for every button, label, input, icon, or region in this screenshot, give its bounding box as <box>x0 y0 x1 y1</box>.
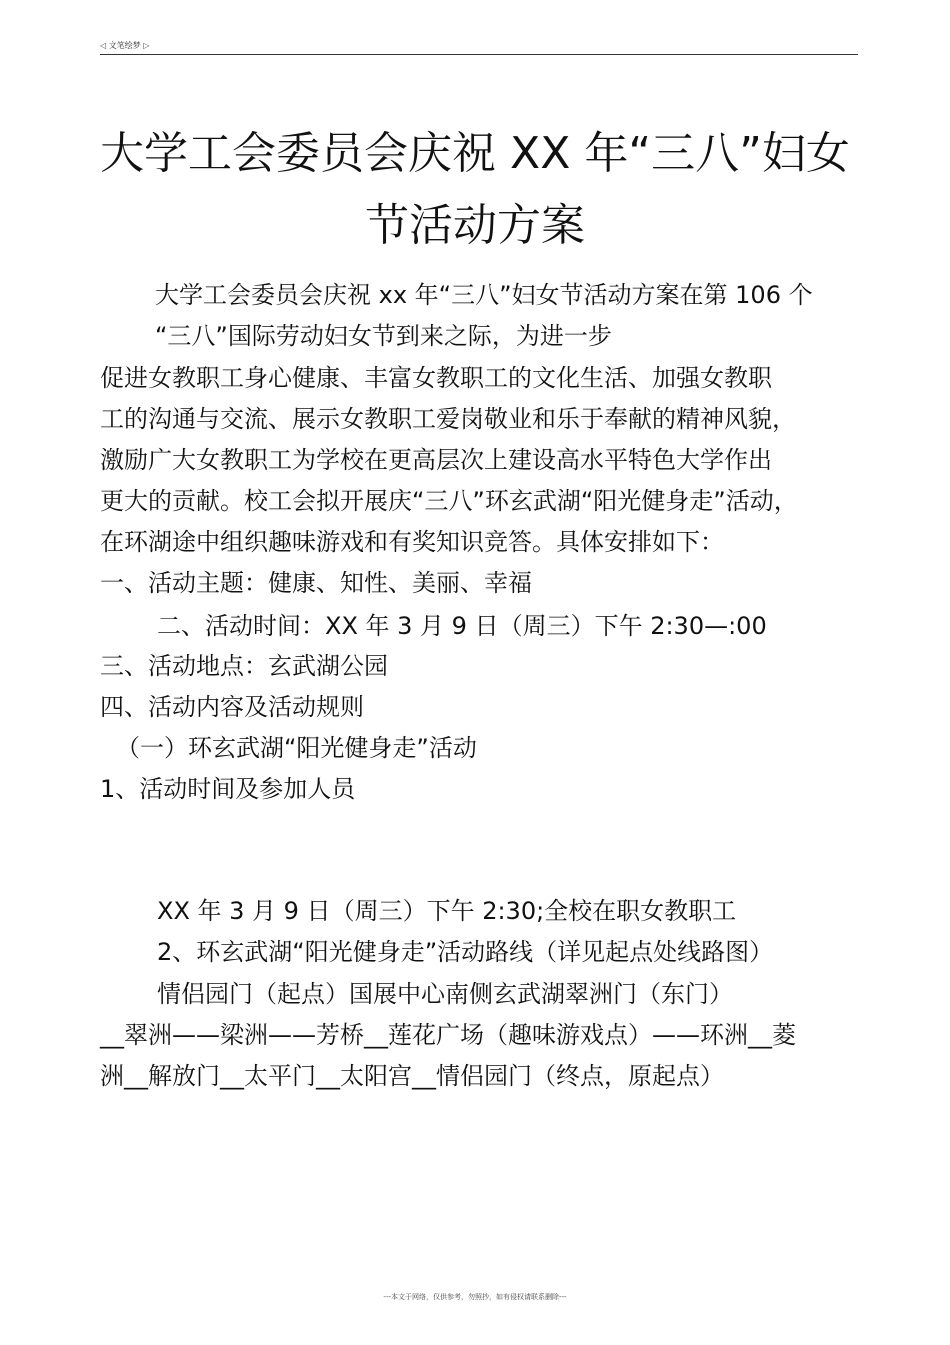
document-title-line-2: 节活动方案 <box>365 200 585 251</box>
intro-line-6: 更大的贡献。校工会拟开展庆“三八”环玄武湖“阳光健身走”活动， <box>100 487 798 515</box>
right-triangle-icon: ▷ <box>143 41 150 50</box>
intro-line-1: 大学工会委员会庆祝 xx 年“三八”妇女节活动方案在第 106 个 <box>155 281 813 309</box>
document-title-line-1: 大学工会委员会庆祝 XX 年“三八”妇女 <box>100 128 850 179</box>
intro-line-5: 激励广大女教职工为学校在更高层次上建设高水平特色大学作出 <box>100 446 772 474</box>
section-time: 二、活动时间：XX 年 3 月 9 日（周三）下午 2:30—:00 <box>157 612 767 640</box>
page-footer: ---本文于网络，仅供参考，勿照抄，如有侵权请联系删除--- <box>383 1293 567 1301</box>
time-participants-text: XX 年 3 月 9 日（周三）下午 2:30;全校在职女教职工 <box>157 897 737 925</box>
route-line-3: 洲__解放门__太平门__太阳宫__情侣园门（终点，原起点） <box>100 1062 724 1090</box>
intro-line-7: 在环湖途中组织趣味游戏和有奖知识竞答。具体安排如下： <box>100 528 724 556</box>
header-title: 文笔绘梦 <box>108 41 141 50</box>
header-label <box>100 40 149 51</box>
section-location: 三、活动地点：玄武湖公园 <box>100 652 388 680</box>
intro-line-3: 促进女教职工身心健康、丰富女教职工的文化生活、加强女教职 <box>100 364 772 392</box>
item-route: 2、环玄武湖“阳光健身走”活动路线（详见起点处线路图） <box>157 938 774 966</box>
subsection-walk: （一）环玄武湖“阳光健身走”活动 <box>116 734 477 762</box>
section-content: 四、活动内容及活动规则 <box>100 693 364 721</box>
section-theme: 一、活动主题：健康、知性、美丽、幸福 <box>100 569 532 597</box>
route-line-1: 情侣园门（起点）国展中心南侧玄武湖翠洲门（东门） <box>157 980 733 1008</box>
route-line-2: __翠洲——梁洲——芳桥__莲花广场（趣味游戏点）——环洲__菱 <box>100 1021 796 1049</box>
intro-line-4: 工的沟通与交流、展示女教职工爱岗敬业和乐于奉献的精神风貌， <box>100 405 796 433</box>
intro-line-2: “三八”国际劳动妇女节到来之际，为进一步 <box>155 322 612 350</box>
left-triangle-icon: ◁ <box>100 41 107 50</box>
item-time-participants: 1、活动时间及参加人员 <box>100 775 356 803</box>
page-header <box>100 38 858 55</box>
